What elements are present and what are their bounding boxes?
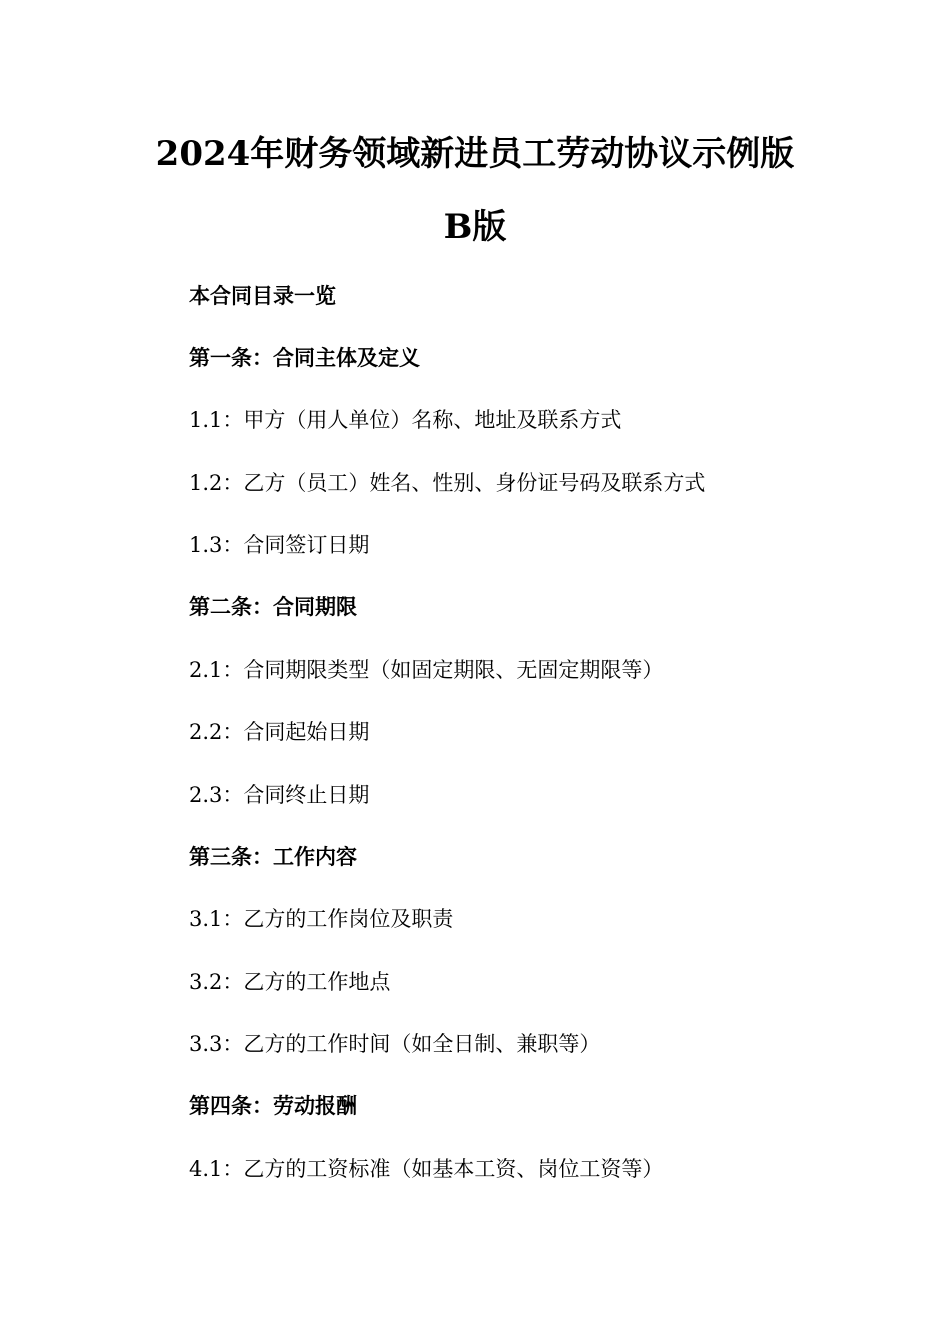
article-3-heading: 第三条：工作内容: [189, 844, 357, 869]
document-title-line-1: 2024年财务领域新进员工劳动协议示例版: [155, 134, 795, 174]
article-2-heading: 第二条：合同期限: [189, 594, 357, 619]
clause-2-1: 2.1：合同期限类型（如固定期限、无固定期限等）: [189, 658, 664, 682]
clause-3-1: 3.1：乙方的工作岗位及职责: [189, 907, 454, 931]
clause-1-3: 1.3：合同签订日期: [189, 533, 370, 557]
clause-4-1: 4.1：乙方的工资标准（如基本工资、岗位工资等）: [189, 1157, 664, 1181]
document-title-line-2: B版: [443, 207, 507, 247]
article-1-heading: 第一条：合同主体及定义: [189, 345, 420, 370]
clause-1-1: 1.1：甲方（用人单位）名称、地址及联系方式: [189, 408, 622, 432]
clause-2-3: 2.3：合同终止日期: [189, 783, 370, 807]
clause-3-2: 3.2：乙方的工作地点: [189, 970, 391, 994]
toc-heading: 本合同目录一览: [189, 283, 336, 308]
clause-2-2: 2.2：合同起始日期: [189, 720, 370, 744]
article-4-heading: 第四条：劳动报酬: [189, 1093, 357, 1118]
clause-3-3: 3.3：乙方的工作时间（如全日制、兼职等）: [189, 1032, 601, 1056]
clause-1-2: 1.2：乙方（员工）姓名、性别、身份证号码及联系方式: [189, 471, 706, 495]
